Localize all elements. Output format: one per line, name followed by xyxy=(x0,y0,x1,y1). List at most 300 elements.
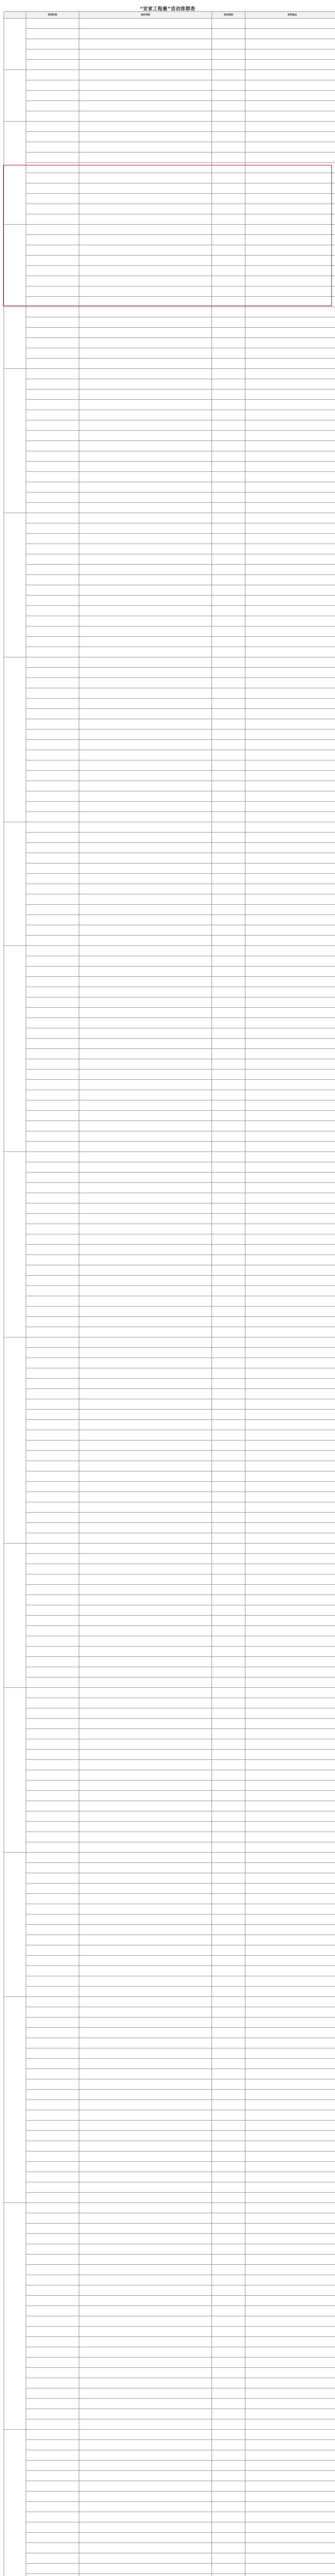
time-cell xyxy=(26,833,79,843)
activity-cell xyxy=(79,49,212,60)
activity-cell xyxy=(79,2553,212,2564)
venue-cell xyxy=(245,2028,335,2038)
venue-cell xyxy=(245,554,335,565)
activity-cell xyxy=(79,1379,212,1389)
category-cell xyxy=(212,2492,245,2502)
time-cell xyxy=(26,863,79,874)
category-cell xyxy=(212,1162,245,1173)
venue-cell xyxy=(245,894,335,905)
time-cell xyxy=(26,2337,79,2347)
activity-cell xyxy=(79,1502,212,1513)
venue-cell xyxy=(245,225,335,235)
category-cell xyxy=(212,19,245,29)
venue-cell xyxy=(245,1296,335,1307)
category-cell xyxy=(212,225,245,235)
table-row xyxy=(4,1142,335,1152)
time-cell xyxy=(26,420,79,431)
venue-cell xyxy=(245,2461,335,2471)
venue-cell xyxy=(245,2069,335,2079)
activity-cell xyxy=(79,2141,212,2151)
table-row xyxy=(4,2553,335,2564)
activity-cell xyxy=(79,1677,212,1688)
category-cell xyxy=(212,771,245,781)
table-row xyxy=(4,905,335,915)
category-cell xyxy=(212,2358,245,2368)
time-cell xyxy=(26,2131,79,2141)
category-cell xyxy=(212,2069,245,2079)
district-cell xyxy=(4,822,26,946)
venue-cell xyxy=(245,874,335,884)
time-cell xyxy=(26,1647,79,1657)
time-cell xyxy=(26,1389,79,1399)
venue-cell xyxy=(245,699,335,709)
activity-cell xyxy=(79,1142,212,1152)
activity-cell xyxy=(79,2502,212,2512)
category-cell xyxy=(212,132,245,142)
category-cell xyxy=(212,1801,245,1811)
time-cell xyxy=(26,709,79,719)
time-cell xyxy=(26,1224,79,1234)
table-row xyxy=(4,1513,335,1523)
time-cell xyxy=(26,2203,79,2213)
venue-cell xyxy=(245,338,335,348)
activity-cell xyxy=(79,2203,212,2213)
venue-cell xyxy=(245,2285,335,2296)
category-cell xyxy=(212,122,245,132)
venue-cell xyxy=(245,616,335,626)
time-cell xyxy=(26,2193,79,2203)
venue-cell xyxy=(245,1440,335,1451)
table-row xyxy=(4,812,335,822)
table-row xyxy=(4,1750,335,1760)
table-row xyxy=(4,1626,335,1636)
activity-cell xyxy=(79,1842,212,1853)
category-cell xyxy=(212,1863,245,1873)
activity-cell xyxy=(79,1832,212,1842)
time-cell xyxy=(26,1070,79,1080)
category-cell xyxy=(212,2512,245,2522)
time-cell xyxy=(26,400,79,410)
venue-cell xyxy=(245,1729,335,1739)
time-cell xyxy=(26,2430,79,2440)
table-row xyxy=(4,2203,335,2213)
activity-cell xyxy=(79,1307,212,1317)
category-cell xyxy=(212,657,245,668)
table-row xyxy=(4,1914,335,1925)
category-cell xyxy=(212,431,245,441)
category-cell xyxy=(212,328,245,338)
time-cell xyxy=(26,822,79,833)
time-cell xyxy=(26,1760,79,1770)
time-cell xyxy=(26,1811,79,1822)
venue-cell xyxy=(245,1708,335,1719)
time-cell xyxy=(26,1018,79,1028)
venue-cell xyxy=(245,833,335,843)
table-row xyxy=(4,1121,335,1131)
time-cell xyxy=(26,987,79,997)
venue-cell xyxy=(245,1925,335,1935)
venue-cell xyxy=(245,1719,335,1729)
table-row xyxy=(4,523,335,534)
activity-cell xyxy=(79,1667,212,1677)
table-row xyxy=(4,317,335,328)
time-cell xyxy=(26,1100,79,1111)
category-cell xyxy=(212,1791,245,1801)
time-cell xyxy=(26,1461,79,1471)
activity-cell xyxy=(79,2574,212,2576)
activity-cell xyxy=(79,657,212,668)
time-cell xyxy=(26,2409,79,2419)
activity-cell xyxy=(79,1987,212,1997)
category-cell xyxy=(212,791,245,802)
time-cell xyxy=(26,1657,79,1667)
venue-cell xyxy=(245,1193,335,1204)
category-cell xyxy=(212,1482,245,1492)
time-cell xyxy=(26,2316,79,2327)
activity-cell xyxy=(79,1997,212,2007)
time-cell xyxy=(26,688,79,699)
activity-cell xyxy=(79,915,212,925)
venue-cell xyxy=(245,1100,335,1111)
venue-cell xyxy=(245,2399,335,2409)
time-cell xyxy=(26,1410,79,1420)
activity-cell xyxy=(79,1100,212,1111)
category-cell xyxy=(212,2368,245,2378)
venue-cell xyxy=(245,709,335,719)
activity-cell xyxy=(79,1214,212,1224)
activity-cell xyxy=(79,245,212,256)
table-row xyxy=(4,2131,335,2141)
category-cell xyxy=(212,1379,245,1389)
category-cell xyxy=(212,616,245,626)
activity-cell xyxy=(79,853,212,863)
venue-cell xyxy=(245,1471,335,1482)
activity-cell xyxy=(79,1018,212,1028)
venue-cell xyxy=(245,2522,335,2533)
table-row xyxy=(4,1801,335,1811)
venue-cell xyxy=(245,1863,335,1873)
category-cell xyxy=(212,1461,245,1471)
time-cell xyxy=(26,997,79,1008)
table-row xyxy=(4,2316,335,2327)
time-cell xyxy=(26,1255,79,1265)
time-cell xyxy=(26,2059,79,2069)
time-cell xyxy=(26,1296,79,1307)
category-cell xyxy=(212,1605,245,1616)
venue-cell xyxy=(245,544,335,554)
time-cell xyxy=(26,1214,79,1224)
venue-cell xyxy=(245,2110,335,2121)
time-cell xyxy=(26,2182,79,2193)
category-cell xyxy=(212,1059,245,1070)
category-cell xyxy=(212,822,245,833)
time-cell xyxy=(26,1039,79,1049)
venue-cell xyxy=(245,482,335,493)
time-cell xyxy=(26,1935,79,1945)
activity-cell xyxy=(79,1492,212,1502)
time-cell xyxy=(26,204,79,214)
table-row xyxy=(4,214,335,225)
activity-cell xyxy=(79,1626,212,1636)
table-row xyxy=(4,2358,335,2368)
venue-cell xyxy=(245,1410,335,1420)
table-row xyxy=(4,1873,335,1884)
time-cell xyxy=(26,101,79,111)
category-cell xyxy=(212,1327,245,1337)
venue-cell xyxy=(245,2182,335,2193)
activity-cell xyxy=(79,1688,212,1698)
table-row xyxy=(4,503,335,513)
venue-cell xyxy=(245,2574,335,2576)
table-row xyxy=(4,1564,335,1574)
table-row xyxy=(4,2296,335,2306)
venue-cell xyxy=(245,1482,335,1492)
table-row xyxy=(4,2182,335,2193)
time-cell xyxy=(26,1894,79,1904)
category-cell xyxy=(212,1121,245,1131)
time-cell xyxy=(26,2162,79,2172)
activity-cell xyxy=(79,2110,212,2121)
table-row xyxy=(4,1028,335,1039)
category-cell xyxy=(212,472,245,482)
venue-cell xyxy=(245,967,335,977)
table-row xyxy=(4,1111,335,1121)
category-cell xyxy=(212,29,245,39)
time-cell xyxy=(26,678,79,688)
venue-cell xyxy=(245,1760,335,1770)
activity-cell xyxy=(79,771,212,781)
district-cell xyxy=(4,657,26,822)
activity-cell xyxy=(79,1811,212,1822)
activity-cell xyxy=(79,1152,212,1162)
table-row xyxy=(4,1647,335,1657)
table-row xyxy=(4,276,335,286)
category-cell xyxy=(212,1574,245,1585)
table-row xyxy=(4,359,335,369)
category-cell xyxy=(212,2141,245,2151)
time-cell xyxy=(26,348,79,359)
time-cell xyxy=(26,317,79,328)
table-row xyxy=(4,637,335,647)
venue-cell xyxy=(245,214,335,225)
activity-cell xyxy=(79,142,212,152)
category-cell xyxy=(212,317,245,328)
activity-cell xyxy=(79,2481,212,2492)
time-cell xyxy=(26,194,79,204)
district-cell xyxy=(4,1337,26,1544)
time-cell xyxy=(26,657,79,668)
table-row xyxy=(4,1131,335,1142)
header-venue: 活动地点 xyxy=(245,12,335,19)
table-row xyxy=(4,2110,335,2121)
table-row xyxy=(4,1677,335,1688)
table-row xyxy=(4,1976,335,1987)
category-cell xyxy=(212,359,245,369)
venue-cell xyxy=(245,2492,335,2502)
time-cell xyxy=(26,1585,79,1595)
activity-cell xyxy=(79,266,212,276)
activity-cell xyxy=(79,132,212,142)
venue-cell xyxy=(245,286,335,297)
time-cell xyxy=(26,2358,79,2368)
category-cell xyxy=(212,678,245,688)
venue-cell xyxy=(245,2512,335,2522)
time-cell xyxy=(26,2048,79,2059)
activity-cell xyxy=(79,833,212,843)
time-cell xyxy=(26,1605,79,1616)
category-cell xyxy=(212,142,245,152)
time-cell xyxy=(26,771,79,781)
category-cell xyxy=(212,1688,245,1698)
activity-cell xyxy=(79,420,212,431)
table-row xyxy=(4,894,335,905)
activity-cell xyxy=(79,462,212,472)
venue-cell xyxy=(245,2296,335,2306)
table-row xyxy=(4,977,335,987)
time-cell xyxy=(26,462,79,472)
table-row xyxy=(4,1997,335,2007)
time-cell xyxy=(26,1337,79,1348)
time-cell xyxy=(26,225,79,235)
time-cell xyxy=(26,1451,79,1461)
table-row xyxy=(4,1234,335,1245)
category-cell xyxy=(212,699,245,709)
venue-cell xyxy=(245,585,335,596)
venue-cell xyxy=(245,822,335,833)
time-cell xyxy=(26,1770,79,1781)
activity-cell xyxy=(79,1420,212,1430)
venue-cell xyxy=(245,2419,335,2430)
table-row xyxy=(4,1605,335,1616)
category-cell xyxy=(212,1739,245,1750)
table-row xyxy=(4,760,335,771)
table-row xyxy=(4,1719,335,1729)
table-row xyxy=(4,80,335,91)
activity-cell xyxy=(79,451,212,462)
category-cell xyxy=(212,575,245,585)
table-row xyxy=(4,379,335,389)
category-cell xyxy=(212,482,245,493)
activity-cell xyxy=(79,39,212,49)
category-cell xyxy=(212,833,245,843)
time-cell xyxy=(26,1925,79,1935)
venue-cell xyxy=(245,462,335,472)
category-cell xyxy=(212,1204,245,1214)
table-row xyxy=(4,163,335,173)
time-cell xyxy=(26,1111,79,1121)
activity-cell xyxy=(79,843,212,853)
venue-cell xyxy=(245,1842,335,1853)
category-cell xyxy=(212,2018,245,2028)
time-cell xyxy=(26,1956,79,1966)
category-cell xyxy=(212,1502,245,1513)
activity-cell xyxy=(79,1863,212,1873)
table-row xyxy=(4,585,335,596)
activity-cell xyxy=(79,668,212,678)
activity-cell xyxy=(79,1822,212,1832)
table-row xyxy=(4,2090,335,2100)
table-body xyxy=(4,19,335,2576)
activity-cell xyxy=(79,379,212,389)
time-cell xyxy=(26,379,79,389)
table-row xyxy=(4,740,335,750)
table-row xyxy=(4,1781,335,1791)
category-cell xyxy=(212,338,245,348)
activity-cell xyxy=(79,585,212,596)
venue-cell xyxy=(245,1234,335,1245)
activity-cell xyxy=(79,884,212,894)
activity-cell xyxy=(79,1523,212,1533)
table-row xyxy=(4,884,335,894)
category-cell xyxy=(212,2224,245,2234)
activity-cell xyxy=(79,307,212,317)
category-cell xyxy=(212,2193,245,2203)
activity-cell xyxy=(79,1234,212,1245)
table-row xyxy=(4,2337,335,2347)
venue-cell xyxy=(245,194,335,204)
category-cell xyxy=(212,2110,245,2121)
venue-cell xyxy=(245,1255,335,1265)
venue-cell xyxy=(245,730,335,740)
category-cell xyxy=(212,2347,245,2358)
venue-cell xyxy=(245,1811,335,1822)
time-cell xyxy=(26,2327,79,2337)
category-cell xyxy=(212,1842,245,1853)
venue-cell xyxy=(245,1368,335,1379)
activity-cell xyxy=(79,2213,212,2224)
table-row xyxy=(4,1296,335,1307)
category-cell xyxy=(212,1914,245,1925)
venue-cell xyxy=(245,493,335,503)
time-cell xyxy=(26,2079,79,2090)
venue-cell xyxy=(245,2564,335,2574)
category-cell xyxy=(212,977,245,987)
category-cell xyxy=(212,1131,245,1142)
venue-cell xyxy=(245,1245,335,1255)
venue-cell xyxy=(245,2450,335,2461)
category-cell xyxy=(212,1729,245,1739)
time-cell xyxy=(26,2090,79,2100)
time-cell xyxy=(26,2224,79,2234)
table-row xyxy=(4,1574,335,1585)
table-row xyxy=(4,1760,335,1770)
activity-cell xyxy=(79,2079,212,2090)
table-row xyxy=(4,2440,335,2450)
time-cell xyxy=(26,1729,79,1739)
category-cell xyxy=(212,369,245,379)
venue-cell xyxy=(245,1224,335,1234)
category-cell xyxy=(212,1090,245,1100)
table-row xyxy=(4,194,335,204)
venue-cell xyxy=(245,49,335,60)
activity-cell xyxy=(79,2388,212,2399)
activity-cell xyxy=(79,2059,212,2069)
category-cell xyxy=(212,2275,245,2285)
venue-cell xyxy=(245,2255,335,2265)
category-cell xyxy=(212,2203,245,2213)
table-row xyxy=(4,410,335,420)
category-cell xyxy=(212,1997,245,2007)
activity-cell xyxy=(79,1976,212,1987)
activity-cell xyxy=(79,997,212,1008)
category-cell xyxy=(212,760,245,771)
category-cell xyxy=(212,544,245,554)
category-cell xyxy=(212,1008,245,1018)
table-row xyxy=(4,1193,335,1204)
category-cell xyxy=(212,750,245,760)
activity-cell xyxy=(79,1657,212,1667)
time-cell xyxy=(26,2347,79,2358)
